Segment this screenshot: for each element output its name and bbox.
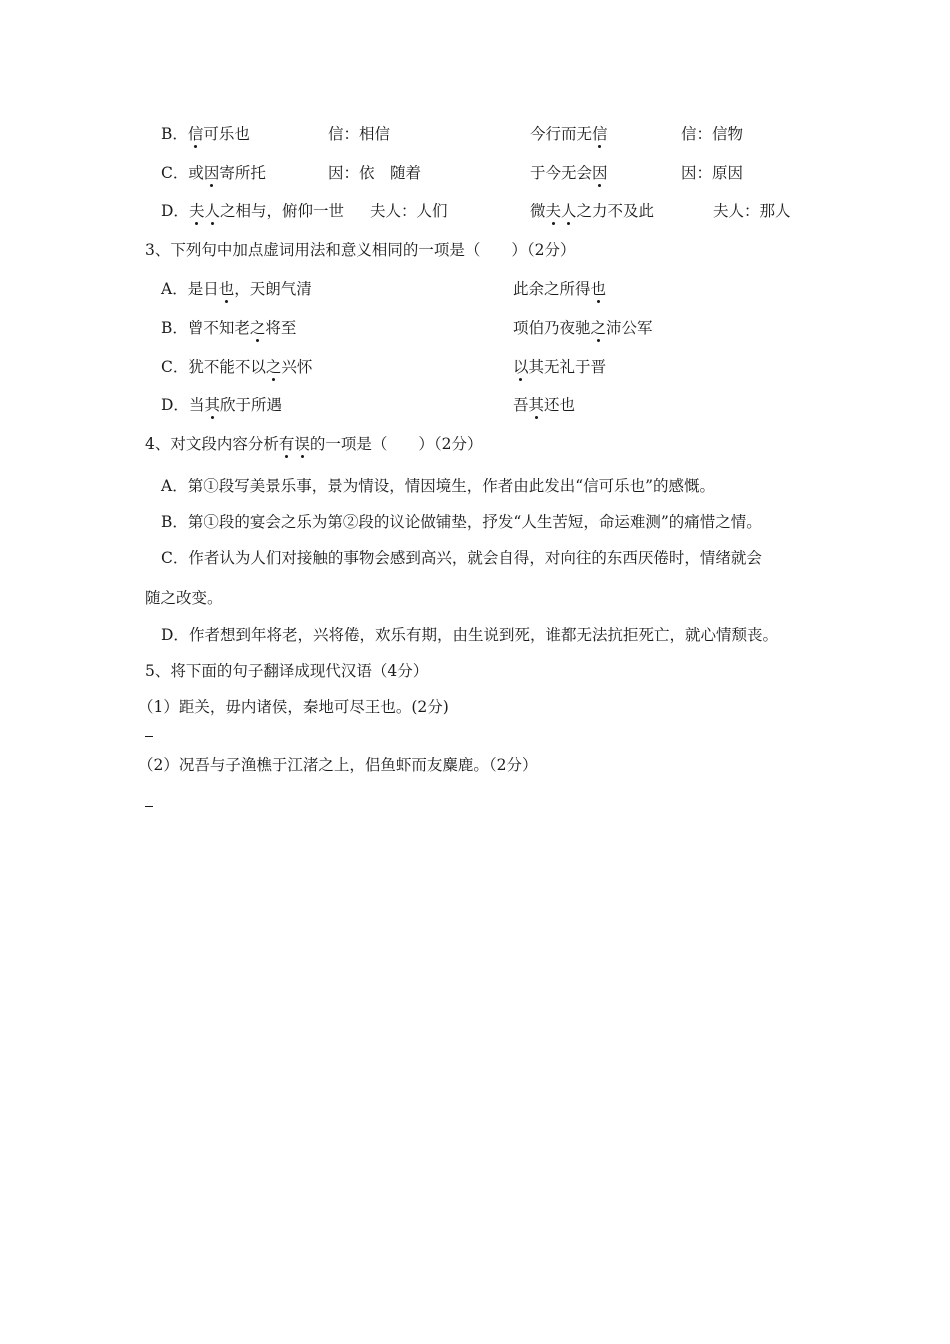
q2-b-gloss2: 信：信物	[681, 125, 744, 143]
dotted-char: 其	[204, 396, 220, 414]
option-label: A．	[161, 280, 188, 298]
q3-option-c	[161, 357, 312, 377]
q4-option-a	[161, 476, 715, 496]
q2-d-phrase2	[530, 201, 654, 221]
q2-b-phrase2-rest: 今行而无	[530, 125, 593, 143]
q2-d-phrase2-pre: 微	[530, 202, 546, 220]
q4-option-d	[161, 625, 778, 645]
option-label: B．	[161, 125, 188, 143]
q4-option-c-cont: 随之改变。	[145, 589, 223, 607]
q2-c-phrase2	[530, 163, 608, 183]
dotted-char: 也	[590, 280, 607, 298]
dotted-char: 其	[528, 396, 545, 414]
dotted-char: 之	[590, 319, 607, 337]
q3-a2-pre: 此余之所得	[513, 280, 591, 298]
dotted-char: 误	[294, 435, 310, 453]
dotted-char: 人	[204, 202, 220, 220]
dotted-char: 之	[249, 319, 266, 337]
option-label: D．	[161, 396, 189, 414]
q3-a-phrase2	[513, 279, 606, 299]
q3-b2-pre: 项伯乃夜驰	[513, 319, 591, 337]
q3-b-rest: 将至	[265, 319, 297, 337]
q2-d-phrase-rest: 之相与，俯仰一世	[219, 202, 344, 220]
dotted-char: 因	[203, 164, 220, 182]
q3-c-rest: 兴怀	[281, 358, 313, 376]
dotted-char: 信	[187, 125, 204, 143]
q5-stem: 5、将下面的句子翻译成现代汉语（4分）	[145, 662, 429, 680]
q3-option-d	[161, 395, 282, 415]
option-text: 第①段写美景乐事，景为情设，情因境生，作者由此发出“信可乐也”的感慨。	[187, 477, 716, 495]
dotted-char: 以	[513, 358, 529, 376]
q3-d-pre: 当	[188, 396, 205, 414]
q4-stem-pre: 4、对文段内容分析	[145, 435, 279, 453]
q3-stem: 3、下列句中加点虚词用法和意义相同的一项是（ ）（2分）	[145, 241, 576, 259]
q2-option-d	[161, 201, 344, 221]
q3-a-pre: 是日	[187, 280, 219, 298]
q3-b-pre: 曾不知老	[187, 319, 250, 337]
q2-c-phrase-rest: 寄所托	[219, 164, 266, 182]
option-label: C．	[161, 358, 189, 376]
q3-b-phrase2	[513, 318, 653, 338]
q2-b-phrase2	[530, 124, 608, 144]
dotted-char: 因	[592, 164, 608, 182]
dotted-char: 信	[592, 125, 608, 143]
q2-option-b	[161, 124, 250, 144]
q3-d2-rest: 还也	[544, 396, 576, 414]
answer-blank-2[interactable]	[145, 806, 153, 807]
q3-d-rest: 欣于所遇	[219, 396, 282, 414]
q2-b-phrase-rest: 可乐也	[203, 125, 250, 143]
dotted-char: 夫	[188, 202, 205, 220]
dotted-char: 之	[265, 358, 282, 376]
q5-item-2: （2）况吾与子渔樵于江渚之上，侣鱼虾而友麋鹿。（2分）	[138, 756, 538, 774]
q3-d-phrase2	[513, 395, 575, 415]
option-label: B．	[161, 513, 188, 531]
option-label: D．	[161, 626, 189, 644]
q4-stem-rest: 的一项是（ ）（2分）	[309, 435, 483, 453]
q3-c2-rest: 其无礼于晋	[528, 358, 607, 376]
q3-a-rest: ，天朗气清	[234, 280, 312, 298]
q2-c-phrase-pre: 或	[188, 164, 204, 182]
q5-item-1: （1）距关，毋内诸侯，秦地可尽王也。(2分)	[138, 698, 449, 716]
dotted-char: 也	[218, 280, 235, 298]
option-label: D．	[161, 202, 189, 220]
q4-option-c	[161, 548, 762, 568]
q3-c-pre: 犹不能不以	[188, 358, 266, 376]
option-label: A．	[161, 477, 188, 495]
dotted-char: 人	[561, 202, 577, 220]
option-label: C．	[161, 549, 189, 567]
option-label: B．	[161, 319, 188, 337]
q2-c-phrase2-rest: 于今无会	[530, 164, 593, 182]
option-text: 作者想到年将老，兴将倦，欢乐有期，由生说到死，谁都无法抗拒死亡，就心情颓丧。	[188, 626, 778, 644]
q2-c-gloss1: 因：依 随着	[328, 164, 422, 182]
q4-option-b	[161, 512, 762, 532]
option-text: 第①段的宴会之乐为第②段的议论做铺垫，抒发“人生苦短，命运难测”的痛惜之情。	[187, 513, 762, 531]
q3-c-phrase2	[513, 357, 606, 377]
option-label: C．	[161, 164, 189, 182]
q3-option-a	[161, 279, 312, 299]
option-text: 作者认为人们对接触的事物会感到高兴，就会自得，对向往的东西厌倦时，情绪就会	[188, 549, 762, 567]
q2-d-gloss1: 夫人：人们	[370, 202, 448, 220]
dotted-char: 夫	[545, 202, 562, 220]
q4-stem	[145, 434, 483, 454]
answer-blank-1[interactable]	[145, 736, 153, 737]
dotted-char: 有	[278, 435, 295, 453]
q3-option-b	[161, 318, 296, 338]
q2-d-gloss2: 夫人：那人	[713, 202, 791, 220]
q2-d-phrase2-rest: 之力不及此	[576, 202, 655, 220]
q2-c-gloss2: 因：原因	[681, 164, 744, 182]
q2-option-c	[161, 163, 266, 183]
q2-b-gloss1: 信：相信	[328, 125, 391, 143]
q3-d2-pre: 吾	[513, 396, 529, 414]
q3-b2-rest: 沛公军	[606, 319, 653, 337]
